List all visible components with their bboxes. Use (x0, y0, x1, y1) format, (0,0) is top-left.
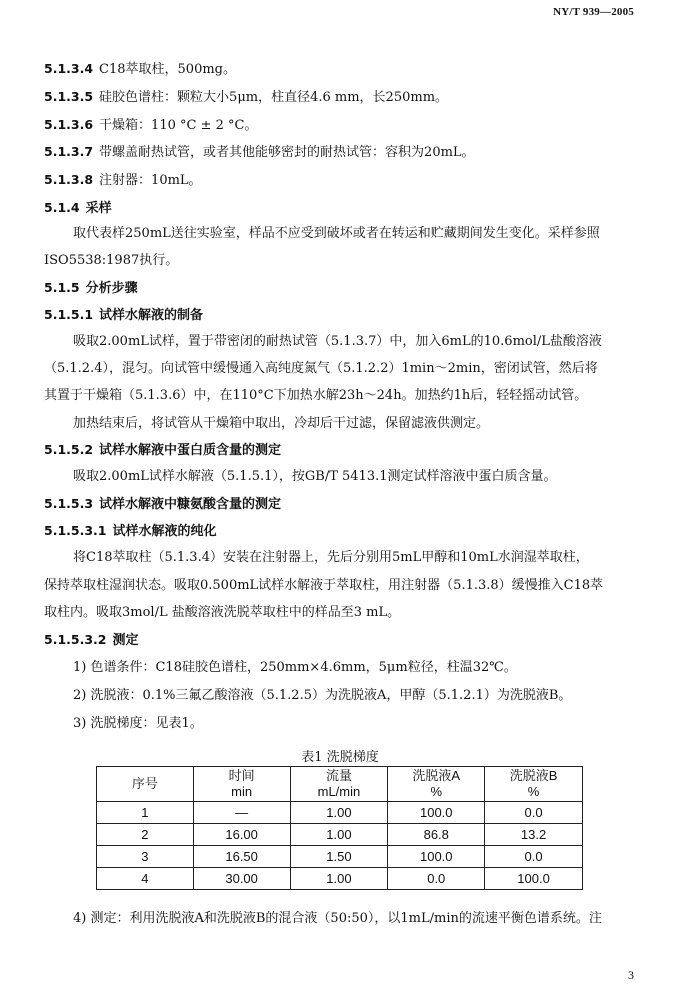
list-item: 2) 洗脱液：0.1%三氟乙酸溶液（5.1.2.5）为洗脱液A，甲醇（5.1.2.1）为洗脱液B。 (73, 688, 572, 703)
section-number: 5.1.5.1 (44, 307, 94, 322)
paragraph-line: 其置于干燥箱（5.1.3.6）中，在110°C下加热水解23h～24h。加热约1h后，轻轻摇动试管。 (44, 388, 588, 403)
column-header: 序号 (97, 767, 194, 802)
table-cell: 3 (97, 846, 194, 868)
table-cell: 0.0 (388, 868, 485, 890)
table-row (97, 868, 583, 890)
column-header: 时间 min (193, 767, 290, 802)
paragraph-line: ISO5538:1987执行。 (44, 253, 179, 268)
table-cell: 30.00 (193, 868, 290, 890)
clause-number: 5.1.3.7 (44, 144, 94, 159)
paragraph-line: 吸取2.00mL试样水解液（5.1.5.1），按GB/T 5413.1测定试样溶液中蛋白质含量。 (73, 469, 557, 484)
table-row (97, 846, 583, 868)
table-cell: 4 (97, 868, 194, 890)
section-5-1-5 (44, 280, 636, 297)
clause-5-1-3-4 (44, 61, 636, 78)
table-cell: 16.50 (193, 846, 290, 868)
clause-5-1-3-8 (44, 172, 636, 189)
section-title: 试样水解液的纯化 (112, 524, 217, 539)
table-cell: 0.0 (485, 802, 583, 824)
column-header: 洗脱液B % (485, 767, 583, 802)
table-cell: 100.0 (388, 802, 485, 824)
table-cell: 100.0 (485, 868, 583, 890)
section-5-1-4 (44, 200, 636, 217)
clause-number: 5.1.3.8 (44, 172, 94, 187)
table-row (97, 802, 583, 824)
table-header-row (97, 767, 583, 802)
section-number: 5.1.5.2 (44, 442, 94, 457)
clause-text: C18萃取柱，500mg。 (99, 62, 236, 77)
section-number: 5.1.5.3 (44, 496, 94, 511)
table-cell: 1.00 (290, 802, 388, 824)
clause-5-1-3-7 (44, 144, 636, 161)
paragraph-line: 加热结束后，将试管从干燥箱中取出，冷却后干过滤，保留滤液供测定。 (73, 416, 490, 431)
section-number: 5.1.5 (44, 280, 80, 295)
standard-code: NY/T 939—2005 (553, 6, 634, 18)
section-5-1-5-1 (44, 307, 636, 324)
list-item: 4) 测定：利用洗脱液A和洗脱液B的混合液（50:50），以1mL/min的流速平衡色谱系统。注 (73, 911, 602, 926)
clause-text: 带螺盖耐热试管，或者其他能够密封的耐热试管：容积为20mL。 (99, 145, 475, 160)
elution-gradient-table (96, 766, 583, 890)
table-cell: 2 (97, 824, 194, 846)
table-cell: 16.00 (193, 824, 290, 846)
column-header: 洗脱液A % (388, 767, 485, 802)
table-cell: 100.0 (388, 846, 485, 868)
table-cell: 1.50 (290, 846, 388, 868)
paragraph-line: （5.1.2.4），混匀。向试管中缓慢通入高纯度氮气（5.1.2.2）1min～2min，密闭试管，然后将 (44, 361, 598, 376)
table-caption: 表1 洗脱梯度 (301, 750, 379, 765)
list-item: 3) 洗脱梯度：见表1。 (73, 716, 203, 731)
clause-text: 硅胶色谱柱：颗粒大小5μm，柱直径4.6 mm，长250mm。 (99, 90, 449, 105)
section-title: 分析步骤 (85, 281, 138, 296)
section-5-1-5-2 (44, 442, 636, 459)
table-cell: 1 (97, 802, 194, 824)
table-cell: 1.00 (290, 824, 388, 846)
table-cell: 13.2 (485, 824, 583, 846)
table-row (97, 824, 583, 846)
paragraph-line: 保持萃取柱湿润状态。吸取0.500mL试样水解液于萃取柱，用注射器（5.1.3.8）缓慢推入C18萃 (44, 578, 604, 593)
table-cell: 86.8 (388, 824, 485, 846)
table-cell: 1.00 (290, 868, 388, 890)
paragraph-line: 取柱内。吸取3mol/L 盐酸溶液洗脱萃取柱中的样品至3 mL。 (44, 605, 401, 620)
section-title: 试样水解液的制备 (99, 308, 204, 323)
clause-text: 干燥箱：110 °C ± 2 °C。 (99, 118, 258, 133)
clause-5-1-3-6 (44, 117, 636, 134)
clause-number: 5.1.3.4 (44, 61, 94, 76)
section-title: 试样水解液中糠氨酸含量的测定 (99, 497, 282, 512)
section-number: 5.1.5.3.2 (44, 632, 107, 647)
clause-number: 5.1.3.6 (44, 117, 94, 132)
section-5-1-5-3 (44, 496, 636, 513)
paragraph-line: 取代表样250mL送往实验室，样品不应受到破坏或者在转运和贮藏期间发生变化。采样参照 (73, 226, 600, 241)
section-title: 试样水解液中蛋白质含量的测定 (99, 443, 282, 458)
paragraph-line: 吸取2.00mL试样，置于带密闭的耐热试管（5.1.3.7）中，加入6mL的10.6mol/L盐酸溶液 (73, 334, 602, 349)
table-cell: — (193, 802, 290, 824)
paragraph-line: 将C18萃取柱（5.1.3.4）安装在注射器上，先后分别用5mL甲醇和10mL水润湿萃取柱， (73, 550, 589, 565)
column-header: 流量 mL/min (290, 767, 388, 802)
clause-number: 5.1.3.5 (44, 89, 94, 104)
section-title: 采样 (85, 201, 112, 216)
section-5-1-5-3-2 (44, 632, 636, 649)
section-number: 5.1.5.3.1 (44, 523, 107, 538)
clause-text: 注射器：10mL。 (99, 173, 202, 188)
section-5-1-5-3-1 (44, 523, 636, 540)
section-number: 5.1.4 (44, 200, 80, 215)
section-title: 测定 (112, 633, 139, 648)
clause-5-1-3-5 (44, 89, 636, 106)
list-item: 1) 色谱条件：C18硅胶色谱柱，250mm×4.6mm，5μm粒径，柱温32℃。 (73, 660, 517, 675)
page-number: 3 (628, 968, 634, 982)
table-cell: 0.0 (485, 846, 583, 868)
